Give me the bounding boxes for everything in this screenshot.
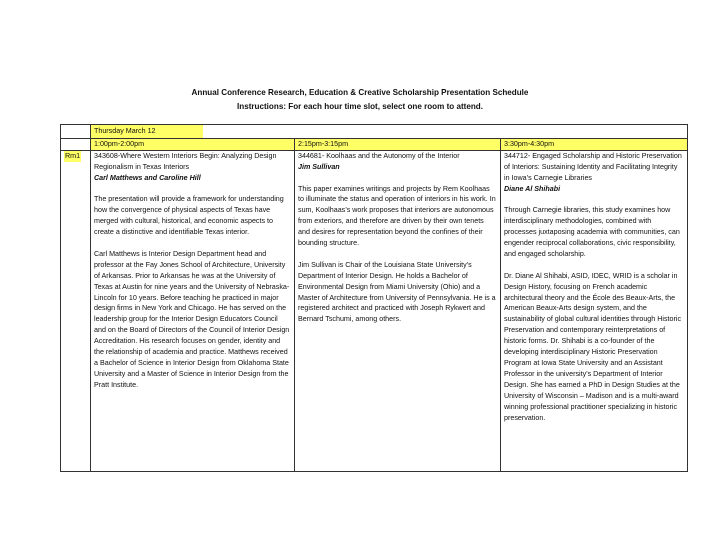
document-instructions: Instructions: For each hour time slot, select one room to attend.	[237, 101, 483, 111]
session-abstract: Through Carnegie libraries, this study examines how interdisciplinary methodologies, combined with processes juxtaposing academia with communities, can engender reciprocal collaborations, civic responsibility, and engaged scholarship.	[504, 206, 680, 258]
session-bio: Dr. Diane Al Shihabi, ASID, IDEC, WRID is a scholar in Design History, focusing on French academic architectural theory and the École des Beaux-Arts, the American Beaux-Arts design system, and the sustainability of global cultural identities through Historic Preservation and contemporary reinterpretations of historic forms. Dr. Shihabi is a co-founder of the developing interdisciplinary Historic Preservation Program at Iowa State University and an Assistant Professor in the university’s Department of Interior Design. She has earned a PhD in Design Studies at the University of Wisconsin – Madison and is a multi-award winning professional practitioner specializing in historic preservation.	[504, 271, 682, 422]
slot-row	[61, 138, 688, 150]
session-cell-2	[295, 150, 501, 471]
day-label: Thursday March 12	[91, 125, 203, 138]
session-cell-1	[91, 150, 295, 471]
schedule-table	[60, 124, 688, 472]
session-title: 344712- Engaged Scholarship and Historic Preservation of Interiors: Sustaining Identity and Facilitating Integrity in Iowa’s Carnegie Libraries	[504, 151, 682, 182]
session-presenters: Jim Sullivan	[298, 162, 340, 171]
document-header	[0, 86, 720, 113]
session-abstract: This paper examines writings and projects by Rem Koolhaas to illuminate the status and operation of interiors in his work. In sum, Koolhaas’s work proposes that interiors are autonomous from exteriors, and therefore are driven by their own tenets and desires for representation beyond the confines of their bounding structure.	[298, 184, 496, 248]
session-presenters: Diane Al Shihabi	[504, 184, 561, 193]
time-slot-2: 2:15pm-3:15pm	[295, 138, 501, 150]
session-presenters: Carl Matthews and Caroline Hill	[94, 173, 201, 182]
session-title: 344681- Koolhaas and the Autonomy of the Interior	[298, 151, 460, 160]
session-cell-3	[501, 150, 688, 471]
empty-corner-cell	[61, 125, 91, 139]
time-slot-3: 3:30pm-4:30pm	[501, 138, 688, 150]
document-title: Annual Conference Research, Education & Creative Scholarship Presentation Schedule	[191, 88, 529, 97]
session-title: 343608-Where Western Interiors Begin: Analyzing Design Regionalism in Texas Interiors	[94, 151, 277, 171]
room-cell	[61, 150, 91, 471]
empty-slot-cell	[61, 138, 91, 150]
session-abstract: The presentation will provide a framework for understanding how the convergence of physical aspects of Texas have merged with cultural, historical, and economic aspects to create a distinctive and identifiable Texas interior.	[94, 195, 284, 237]
day-cell	[91, 125, 688, 139]
day-row	[61, 125, 688, 139]
time-slot-1: 1:00pm-2:00pm	[91, 138, 295, 150]
session-bio: Jim Sullivan is Chair of the Louisiana State University’s Department of Interior Design. He holds a Bachelor of Environmental Design from Miami University (Ohio) and a Master of Architecture from University of Pennsylvania. He is a registered architect and practiced with Joseph Rykwert and Bernard Tschumi, among others.	[298, 260, 496, 324]
room-label: Rm1	[65, 151, 81, 160]
session-bio: Carl Matthews is Interior Design Department head and professor at the Fay Jones School of Architecture, University of Arkansas. Prior to Arkansas he was at the University of Texas at Austin for nine years and the University of Nebraska-Lincoln for 10 years. Before teaching he practiced in major design firms in New York and Chicago. He has served on the leadership group for the Interior Design Educators Council and on the Board of Directors of the Council of Interior Design Accreditation. His research focuses on gender, identity and the relationship of academia and practice. Matthews received a Bachelor of Science in Interior Design from Oklahoma State University and a Master of Science in Interior Design from the Pratt Institute.	[94, 249, 290, 389]
room-row	[61, 150, 688, 471]
